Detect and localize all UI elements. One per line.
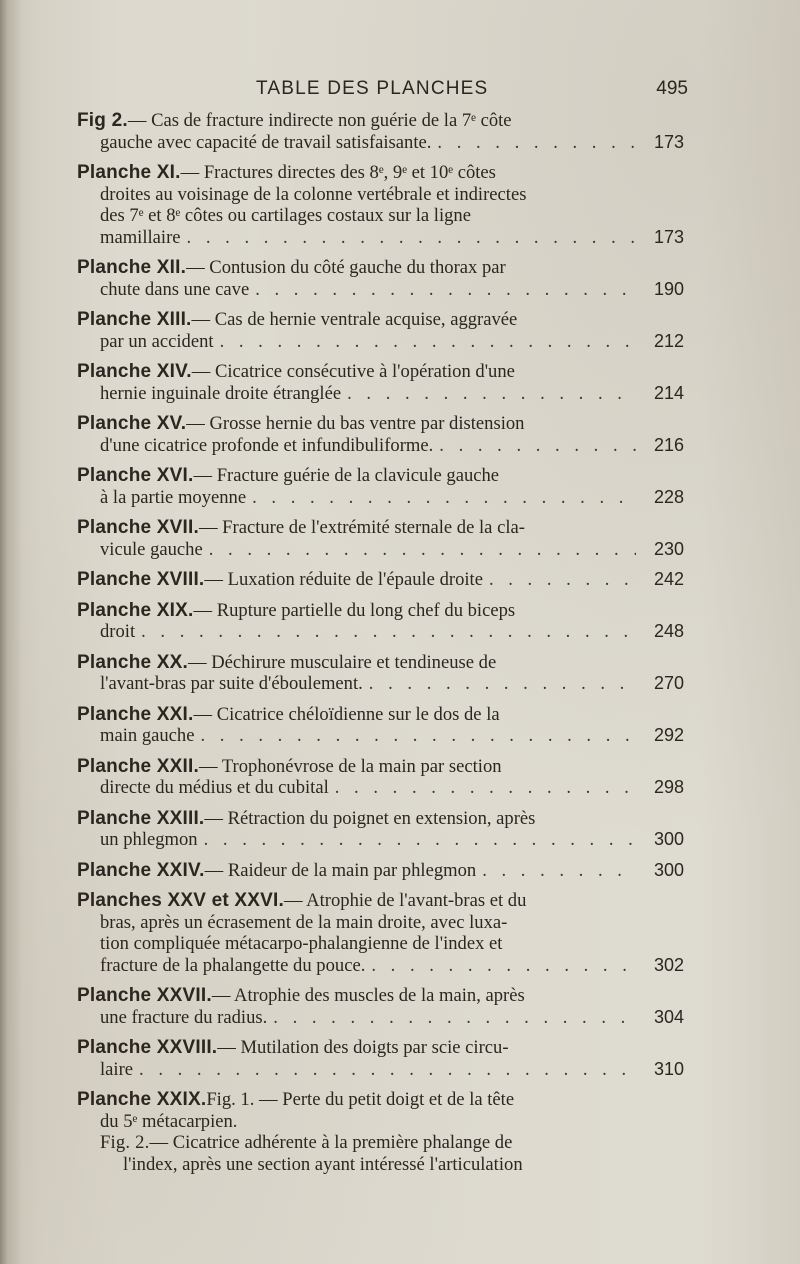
entry-text: mamillaire <box>100 226 181 248</box>
toc-entry-line <box>77 955 684 977</box>
plate-label: Planche XV. <box>77 413 187 434</box>
entry-text: — Fractures directes des 8ᵉ, 9ᵉ et 10ᵉ côtes <box>180 162 496 183</box>
running-header <box>0 78 800 106</box>
toc-entry <box>77 756 684 799</box>
toc-entry-line <box>77 132 684 154</box>
dot-leader <box>141 621 636 643</box>
entry-text: tion compliquée métacarpo-phalangienne de l'index et <box>100 933 503 954</box>
dot-leader <box>252 487 636 509</box>
toc-entry <box>77 985 684 1028</box>
toc-entry-line <box>77 539 684 561</box>
entry-text: — Grosse hernie du bas ventre par distension <box>186 413 525 434</box>
entry-text: — Contusion du côté gauche du thorax par <box>186 257 506 278</box>
toc-entry <box>77 257 684 300</box>
table-of-plates <box>77 110 684 1184</box>
toc-entry-line <box>77 361 684 383</box>
toc-entry-line <box>77 1089 684 1111</box>
entry-text: chute dans une cave <box>100 278 250 300</box>
toc-entry-line <box>77 257 684 279</box>
entry-page-number: 242 <box>653 569 684 589</box>
entry-page-number: 292 <box>653 725 684 745</box>
entry-text: Fig. 1. — Perte du petit doigt et de la tête <box>206 1089 515 1110</box>
dot-leader <box>347 383 636 405</box>
toc-entry-line <box>77 933 684 955</box>
toc-entry <box>77 808 684 851</box>
toc-entry <box>77 890 684 976</box>
toc-entry-line <box>77 383 684 405</box>
entry-page-number: 248 <box>653 621 684 641</box>
entry-page-number: 298 <box>653 777 684 797</box>
toc-entry-line <box>77 1111 684 1133</box>
plate-label: Planche XII. <box>77 257 187 278</box>
entry-text: — Cas de hernie ventrale acquise, aggravée <box>191 309 518 330</box>
plate-label: Planche XIV. <box>77 361 192 382</box>
entry-text: un phlegmon <box>100 829 198 850</box>
toc-entry-line <box>77 621 684 643</box>
toc-entry <box>77 110 684 153</box>
toc-entry-line <box>77 331 684 353</box>
dot-leader <box>371 955 636 977</box>
toc-entry-line <box>77 110 684 132</box>
entry-text: laire <box>100 1058 134 1080</box>
toc-entry-line <box>100 1154 684 1176</box>
toc-entry-line <box>77 808 684 830</box>
entry-text: hernie inguinale droite étranglée <box>100 382 342 404</box>
plate-label: Planches XXV et XXVI. <box>77 890 284 911</box>
plate-label: Planche XXIV. <box>77 859 205 881</box>
entry-page-number: 214 <box>653 382 684 403</box>
plate-label: Planche XVII. <box>77 517 199 538</box>
dot-leader <box>220 331 636 353</box>
running-title: TABLE DES PLANCHES <box>256 78 489 99</box>
toc-entry <box>77 1132 684 1175</box>
entry-text: — Trophonévrose de la main par section <box>198 755 502 777</box>
entry-text: — Rupture partielle du long chef du biceps <box>193 599 516 621</box>
plate-label: Planche XIII. <box>77 309 192 330</box>
toc-entry-line <box>77 704 684 726</box>
toc-entry-line <box>77 600 684 622</box>
toc-entry-line <box>77 205 684 227</box>
dot-leader <box>139 1059 636 1081</box>
plate-label: Planche XXIII. <box>77 807 205 829</box>
toc-entry-line <box>77 435 684 457</box>
dot-leader <box>335 777 636 799</box>
plate-label: Fig. 2. <box>100 1132 150 1153</box>
entry-text: — Cicatrice consécutive à l'opération d'une <box>191 361 515 382</box>
entry-text: — Cicatrice adhérente à la première phalange de <box>149 1132 513 1153</box>
page-binding-shadow <box>0 0 22 1264</box>
plate-label: Planche XXVII. <box>77 985 212 1006</box>
toc-entry-line <box>77 309 684 331</box>
plate-label: Planche XVIII. <box>77 569 205 590</box>
entry-page-number: 304 <box>653 1006 684 1027</box>
entry-text: gauche avec capacité de travail satisfaisante. <box>100 131 432 153</box>
plate-label: Planche XXII. <box>77 755 199 777</box>
toc-entry <box>77 361 684 404</box>
plate-label: Planche XX. <box>77 651 188 673</box>
toc-entry-line <box>77 569 684 591</box>
toc-entry-line <box>77 227 684 249</box>
dot-leader <box>187 227 636 249</box>
dot-leader <box>369 673 636 695</box>
entry-text: — Atrophie de l'avant-bras et du <box>283 890 527 911</box>
toc-entry <box>77 413 684 456</box>
entry-text: des 7ᵉ et 8ᵉ côtes ou cartilages costaux sur la ligne <box>100 205 471 226</box>
entry-text: — Raideur de la main par phlegmon <box>204 859 477 881</box>
toc-entry <box>77 1089 684 1132</box>
entry-page-number: 270 <box>653 673 684 693</box>
plate-label: Planche XIX. <box>77 599 194 621</box>
dot-leader <box>482 860 636 882</box>
plate-label: Planche XXI. <box>77 703 194 725</box>
toc-entry <box>77 652 684 695</box>
entry-text: vicule gauche <box>100 538 203 560</box>
entry-text: — Atrophie des muscles de la main, après <box>211 985 525 1006</box>
entry-text: droit <box>100 621 136 642</box>
toc-entry <box>77 517 684 560</box>
dot-leader <box>209 539 636 561</box>
entry-page-number: 173 <box>653 131 684 152</box>
toc-entry-line <box>77 1037 684 1059</box>
dot-leader <box>255 279 636 301</box>
entry-page-number: 228 <box>653 486 684 507</box>
entry-text: — Déchirure musculaire et tendineuse de <box>187 651 497 673</box>
toc-entry <box>77 569 684 591</box>
toc-entry <box>77 704 684 747</box>
toc-entry-line <box>77 829 684 851</box>
toc-entry-line <box>77 725 684 747</box>
entry-text: — Fracture guérie de la clavicule gauche <box>193 465 500 486</box>
toc-entry-line <box>77 652 684 674</box>
entry-page-number: 173 <box>653 226 684 247</box>
toc-entry <box>77 309 684 352</box>
dot-leader <box>489 569 636 591</box>
entry-text: l'index, après une section ayant intéressé l'articulation <box>123 1153 523 1175</box>
toc-entry <box>77 1037 684 1080</box>
toc-entry-line <box>77 890 684 912</box>
dot-leader <box>204 829 636 851</box>
plate-label: Planche XXVIII. <box>77 1037 218 1058</box>
toc-entry <box>77 162 684 248</box>
plate-label: Planche XXIX. <box>77 1089 207 1110</box>
plate-label: Fig 2. <box>77 110 128 131</box>
entry-page-number: 300 <box>653 859 684 880</box>
plate-label: Planche XVI. <box>77 465 194 486</box>
entry-page-number: 300 <box>653 829 684 849</box>
toc-entry-line <box>77 517 684 539</box>
toc-entry <box>77 600 684 643</box>
entry-text: l'avant-bras par suite d'éboulement. <box>100 673 363 694</box>
entry-text: fracture de la phalangette du pouce. <box>100 954 366 976</box>
dot-leader <box>439 435 636 457</box>
entry-page-number: 230 <box>653 538 684 559</box>
entry-text: — Luxation réduite de l'épaule droite <box>204 569 483 590</box>
toc-entry <box>77 465 684 508</box>
toc-entry-line <box>77 673 684 695</box>
entry-text: par un accident <box>100 330 214 352</box>
dot-leader <box>437 132 636 154</box>
entry-page-number: 190 <box>653 278 684 299</box>
toc-entry-line <box>100 1132 684 1154</box>
entry-text: — Fracture de l'extrémité sternale de la cla- <box>198 517 525 538</box>
toc-entry-line <box>77 487 684 509</box>
entry-text: — Cicatrice chéloïdienne sur le dos de la <box>193 703 500 725</box>
entry-text: à la partie moyenne <box>100 486 247 508</box>
toc-entry-line <box>77 860 684 882</box>
toc-entry-line <box>77 1059 684 1081</box>
entry-page-number: 302 <box>653 954 684 975</box>
toc-entry-line <box>77 985 684 1007</box>
toc-entry-line <box>77 413 684 435</box>
toc-entry-line <box>77 465 684 487</box>
entry-page-number: 212 <box>653 330 684 351</box>
page-number: 495 <box>656 78 688 99</box>
toc-entry-line <box>77 912 684 934</box>
dot-leader <box>200 725 636 747</box>
entry-text: d'une cicatrice profonde et infundibuliforme. <box>100 434 434 456</box>
entry-text: droites au voisinage de la colonne vertébrale et indirectes <box>100 183 527 205</box>
plate-label: Planche XI. <box>77 162 181 183</box>
entry-text: une fracture du radius. <box>100 1006 268 1028</box>
dot-leader <box>273 1007 636 1029</box>
entry-text: main gauche <box>100 725 195 746</box>
entry-page-number: 216 <box>653 434 684 455</box>
toc-entry-line <box>77 756 684 778</box>
toc-entry-line <box>77 279 684 301</box>
toc-entry-line <box>77 162 684 184</box>
entry-text: — Cas de fracture indirecte non guérie de la 7ᵉ côte <box>127 110 512 131</box>
entry-page-number: 310 <box>653 1058 684 1079</box>
entry-text: bras, après un écrasement de la main droite, avec luxa- <box>100 911 508 933</box>
toc-entry-line <box>77 1007 684 1029</box>
entry-text: directe du médius et du cubital <box>100 777 329 798</box>
entry-text: — Rétraction du poignet en extension, après <box>204 807 536 829</box>
toc-entry-line <box>77 184 684 206</box>
entry-text: du 5ᵉ métacarpien. <box>100 1110 238 1132</box>
toc-entry <box>77 860 684 882</box>
entry-text: — Mutilation des doigts par scie circu- <box>217 1037 509 1058</box>
toc-entry-line <box>77 777 684 799</box>
